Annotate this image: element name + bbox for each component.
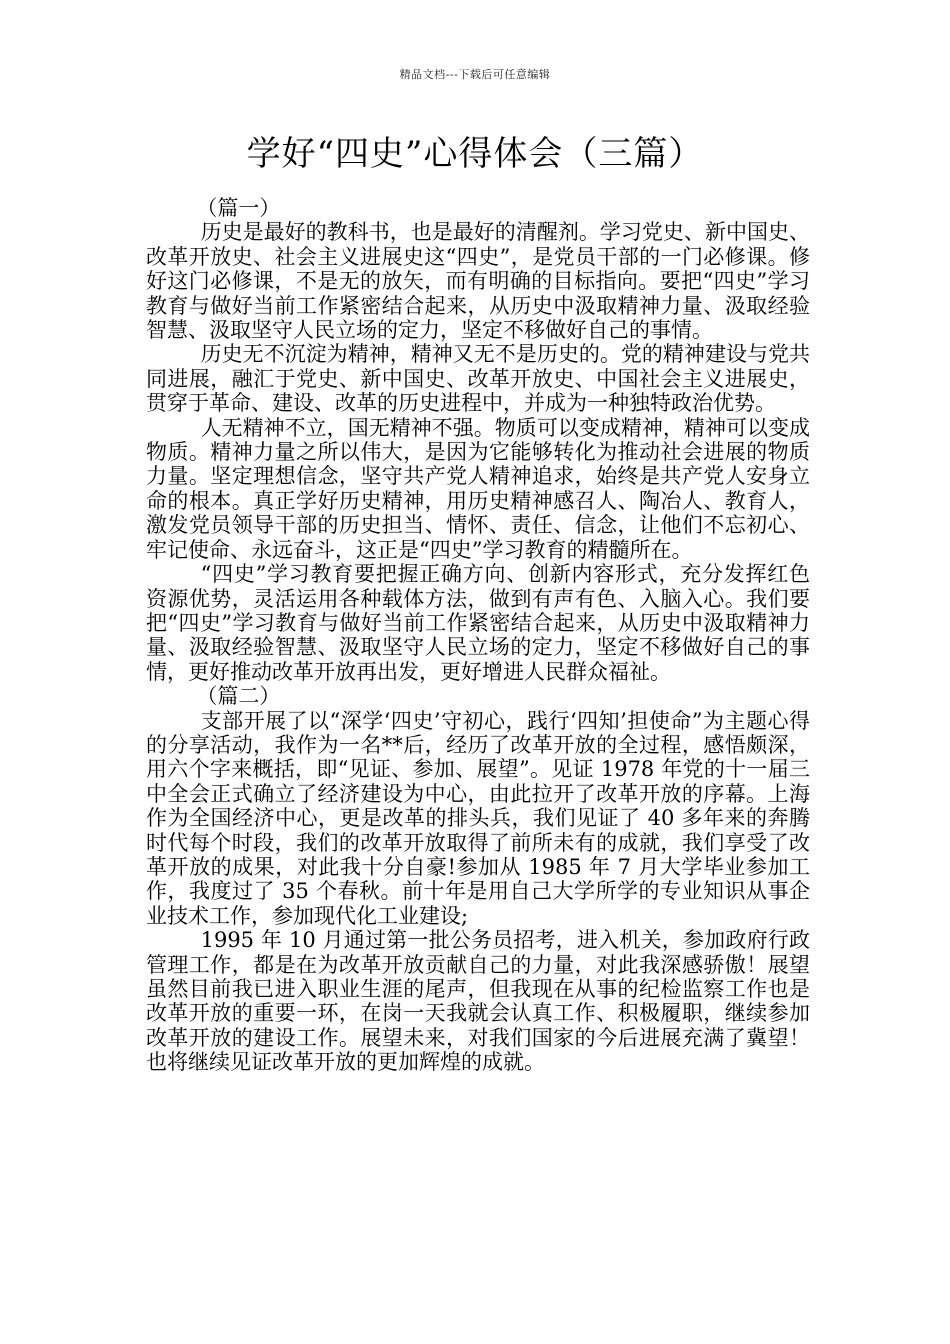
section-label: （篇二） xyxy=(196,684,281,709)
section-label: （篇一） xyxy=(196,196,281,220)
paragraph: 1995 年 10 月通过第一批公务员招考，进入机关，参加政府行政管理工作，都是在为改革开放贡献自己的力量，对此我深感骄傲！展望虽然目前我已进入职业生涯的尾声，但我现在从事的纪检监察工作也是改革开放的重要一环，在岗一天我就会认真工作、积极履职，继续参加改革开放的建设工作。展望未来，对我们国家的今后进展充满了冀望！也将继续见证改革开放的更加辉煌的成就。 xyxy=(146,928,810,1075)
paragraph: 人无精神不立，国无精神不强。物质可以变成精神，精神可以变成物质。精神力量之所以伟大，是因为它能够转化为推动社会进展的物质力量。坚定理想信念，坚守共产党人精神追求，始终是共产党人安身立命的根本。真正学好历史精神，用历史精神感召人、陶冶人、教育人，激发党员领导干部的历史担当、情怀、责任、信念，让他们不忘初心、牢记使命、永远奋斗，这正是“四史”学习教育的精髓所在。 xyxy=(146,415,810,562)
header-note: 精品文档---下载后可任意编辑 xyxy=(399,68,551,81)
paragraph: 支部开展了以“深学‘四史’守初心，践行‘四知’担使命”为主题心得的分享活动，我作为一名**后，经历了改革开放的全过程，感悟颇深，用六个字来概括，即“见证、参加、展望”。见证 1978 年党的十一届三中全会正式确立了经济建设为中心，由此拉开了改革开放的序幕。上海作为全国经济中心，更是改革的排头兵，我们见证了 40 多年来的奔腾时代每个时段，我们的改革开放取得了前所未有的成就，我们享受了改革开放的成果，对此我十分自豪!参加从 1985 年 7 月大学毕业参加工作，我度过了 35 个春秋。前十年是用自己大学所学的专业知识从事企业技术工作，参加现代化工业建设; xyxy=(146,708,810,928)
paragraph: 历史是最好的教科书，也是最好的清醒剂。学习党史、新中国史、改革开放史、社会主义进展史这“四史”，是党员干部的一门必修课。修好这门必修课，不是无的放矢，而有明确的目标指向。要把“四史”学习教育与做好当前工作紧密结合起来，从历史中汲取精神力量、汲取经验智慧、汲取坚守人民立场的定力，坚定不移做好自己的事情。 xyxy=(146,220,810,343)
paragraph: “四史”学习教育要把握正确方向、创新内容形式，充分发挥红色资源优势，灵活运用各种载体方法，做到有声有色、入脑入心。我们要把“四史”学习教育与做好当前工作紧密结合起来，从历史中汲取精神力量、汲取经验智慧、汲取坚守人民立场的定力，坚定不移做好自己的事情，更好推动改革开放再出发，更好增进人民群众福祉。 xyxy=(146,562,810,684)
page-title: 学好“四史”心得体会（三篇） xyxy=(246,134,704,174)
document-body xyxy=(146,196,810,1075)
paragraph: 历史无不沉淀为精神，精神又无不是历史的。党的精神建设与党共同进展，融汇于党史、新中国史、改革开放史、中国社会主义进展史，贯穿于革命、建设、改革的历史进程中，并成为一种独特政治优势。 xyxy=(146,342,810,416)
